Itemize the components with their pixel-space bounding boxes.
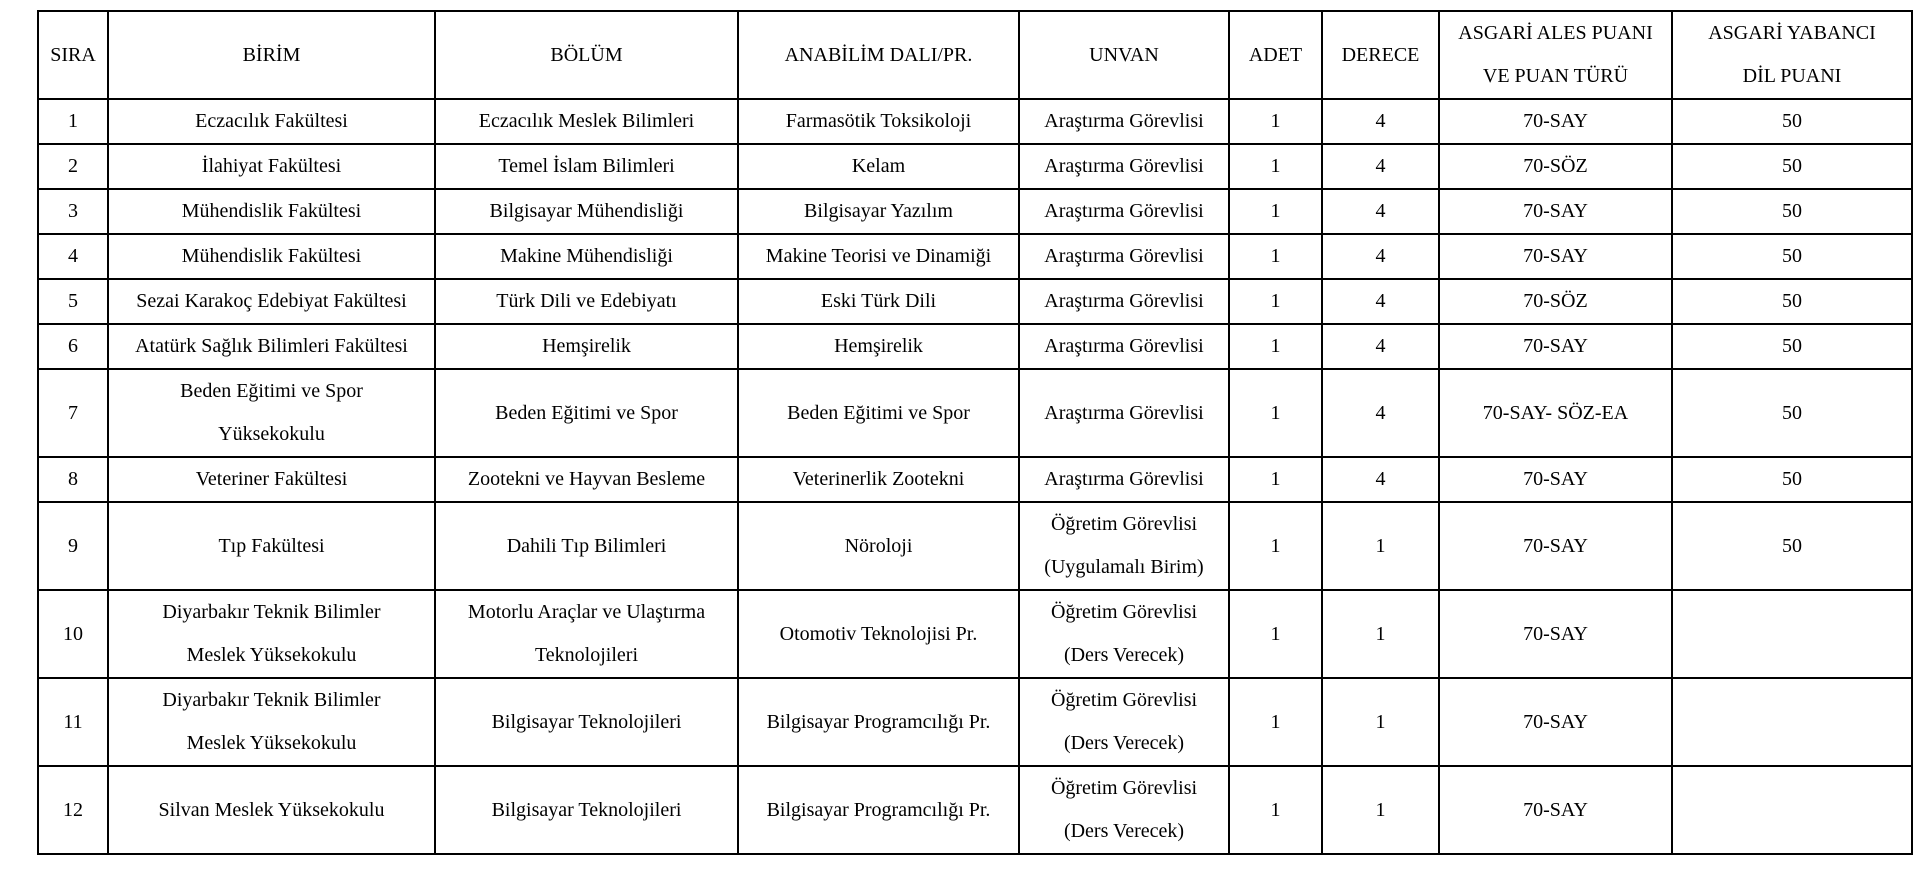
cell-unvan-line: Araştırma Görevlisi [1044,245,1204,267]
table-row [38,369,1912,457]
table-row [38,502,1912,590]
cell-ales: 70-SAY [1439,590,1672,678]
cell-bolum [435,324,738,369]
cell-ales: 70-SÖZ [1439,144,1672,189]
cell-bolum [435,144,738,189]
cell-dil: 50 [1672,144,1912,189]
cell-birim-line: Beden Eğitimi ve Spor [180,380,363,402]
cell-birim [108,369,435,457]
cell-unvan-line: Araştırma Görevlisi [1044,401,1204,424]
cell-derece: 4 [1322,457,1439,502]
cell-birim-line: Diyarbakır Teknik Bilimler [162,601,381,623]
header-row [38,11,1912,99]
cell-adet: 1 [1229,369,1322,457]
table-row [38,457,1912,502]
cell-anabilim: Otomotiv Teknolojisi Pr. [738,590,1019,678]
cell-birim [108,766,435,854]
header-dil [1672,11,1912,99]
cell-sira: 4 [38,234,108,279]
cell-birim [108,324,435,369]
cell-derece: 4 [1322,324,1439,369]
cell-sira: 1 [38,99,108,144]
cell-adet: 1 [1229,590,1322,678]
table-row [38,766,1912,854]
cell-unvan [1019,590,1229,678]
cell-birim-line: Diyarbakır Teknik Bilimler [162,689,381,711]
cell-birim [108,234,435,279]
cell-unvan-line: Öğretim Görevlisi [1050,601,1198,623]
cell-bolum-line: Makine Mühendisliği [500,245,673,267]
cell-adet: 1 [1229,457,1322,502]
table-row [38,279,1912,324]
header-dil-line2: DİL PUANI [1742,65,1842,87]
cell-birim [108,678,435,766]
header-birim: BİRİM [108,11,435,99]
cell-birim [108,502,435,590]
cell-ales: 70-SAY [1439,324,1672,369]
cell-derece: 1 [1322,766,1439,854]
cell-bolum [435,189,738,234]
table-row [38,678,1912,766]
cell-derece: 4 [1322,144,1439,189]
cell-unvan [1019,279,1229,324]
cell-dil [1672,678,1912,766]
cell-ales: 70-SAY [1439,678,1672,766]
cell-bolum-line: Dahili Tıp Bilimleri [506,534,667,557]
cell-anabilim: Kelam [738,144,1019,189]
cell-anabilim: Nöroloji [738,502,1019,590]
cell-dil: 50 [1672,502,1912,590]
cell-unvan [1019,189,1229,234]
cell-bolum [435,279,738,324]
cell-birim [108,99,435,144]
cell-derece: 1 [1322,502,1439,590]
cell-sira: 3 [38,189,108,234]
cell-ales: 70-SAY [1439,189,1672,234]
cell-anabilim: Farmasötik Toksikoloji [738,99,1019,144]
cell-unvan-line: (Ders Verecek) [1063,820,1185,842]
cell-unvan-line: (Ders Verecek) [1063,644,1185,666]
cell-derece: 4 [1322,279,1439,324]
cell-unvan-line: Öğretim Görevlisi [1050,689,1198,711]
cell-sira: 5 [38,279,108,324]
cell-anabilim: Makine Teorisi ve Dinamiği [738,234,1019,279]
cell-unvan [1019,457,1229,502]
header-ales-line1: ASGARİ ALES PUANI [1458,22,1653,44]
cell-anabilim: Bilgisayar Yazılım [738,189,1019,234]
header-bolum: BÖLÜM [435,11,738,99]
header-sira: SIRA [38,11,108,99]
cell-bolum [435,369,738,457]
header-ales [1439,11,1672,99]
cell-dil: 50 [1672,99,1912,144]
cell-birim-line: Sezai Karakoç Edebiyat Fakültesi [136,290,407,312]
cell-adet: 1 [1229,279,1322,324]
cell-unvan [1019,99,1229,144]
cell-unvan-line: Araştırma Görevlisi [1044,335,1204,357]
header-dil-line1: ASGARİ YABANCI [1708,22,1876,44]
cell-unvan-line: (Uygulamalı Birim) [1044,556,1204,578]
cell-bolum-line: Bilgisayar Mühendisliği [489,200,684,222]
cell-anabilim: Eski Türk Dili [738,279,1019,324]
cell-anabilim: Beden Eğitimi ve Spor [738,369,1019,457]
cell-unvan [1019,234,1229,279]
cell-ales: 70-SAY [1439,502,1672,590]
cell-birim-line: Tıp Fakültesi [218,534,325,557]
cell-unvan [1019,324,1229,369]
cell-bolum [435,99,738,144]
cell-unvan-line: Araştırma Görevlisi [1044,200,1204,222]
cell-derece: 1 [1322,678,1439,766]
cell-anabilim: Veterinerlik Zootekni [738,457,1019,502]
cell-dil: 50 [1672,234,1912,279]
cell-ales: 70-SAY [1439,99,1672,144]
cell-unvan [1019,678,1229,766]
cell-birim-line: Yüksekokulu [218,423,325,445]
cell-bolum [435,766,738,854]
cell-unvan-line: Araştırma Görevlisi [1044,155,1204,177]
cell-dil: 50 [1672,369,1912,457]
cell-birim [108,189,435,234]
cell-derece: 4 [1322,234,1439,279]
cell-sira: 8 [38,457,108,502]
cell-sira: 9 [38,502,108,590]
cell-adet: 1 [1229,234,1322,279]
header-adet: ADET [1229,11,1322,99]
cell-derece: 1 [1322,590,1439,678]
cell-dil: 50 [1672,279,1912,324]
table-row [38,324,1912,369]
cell-ales: 70-SÖZ [1439,279,1672,324]
cell-sira: 10 [38,590,108,678]
cell-anabilim: Bilgisayar Programcılığı Pr. [738,678,1019,766]
cell-birim [108,590,435,678]
header-ales-line2: VE PUAN TÜRÜ [1482,65,1629,87]
cell-adet: 1 [1229,502,1322,590]
cell-bolum [435,457,738,502]
cell-birim-line: İlahiyat Fakültesi [201,155,342,177]
header-anabilim: ANABİLİM DALI/PR. [738,11,1019,99]
cell-sira: 2 [38,144,108,189]
cell-adet: 1 [1229,766,1322,854]
cell-bolum-line: Zootekni ve Hayvan Besleme [467,468,706,490]
cell-bolum [435,234,738,279]
table-row [38,234,1912,279]
table-row [38,189,1912,234]
cell-dil [1672,590,1912,678]
cell-bolum-line: Bilgisayar Teknolojileri [491,798,682,821]
table-row [38,590,1912,678]
cell-birim-line: Eczacılık Fakültesi [195,110,348,132]
cell-sira: 7 [38,369,108,457]
cell-unvan-line: Öğretim Görevlisi [1050,513,1198,535]
cell-adet: 1 [1229,189,1322,234]
cell-unvan-line: Araştırma Görevlisi [1044,110,1204,132]
table-body [38,99,1912,854]
header-derece: DERECE [1322,11,1439,99]
cell-derece: 4 [1322,99,1439,144]
cell-bolum-line: Beden Eğitimi ve Spor [495,401,678,424]
cell-bolum-line: Motorlu Araçlar ve Ulaştırma [467,601,706,623]
cell-adet: 1 [1229,678,1322,766]
cell-birim-line: Mühendislik Fakültesi [181,200,362,222]
cell-birim-line: Atatürk Sağlık Bilimleri Fakültesi [135,335,408,357]
cell-adet: 1 [1229,324,1322,369]
cell-unvan [1019,144,1229,189]
cell-bolum-line: Teknolojileri [534,644,639,666]
cell-bolum-line: Bilgisayar Teknolojileri [491,710,682,733]
cell-bolum-line: Temel İslam Bilimleri [498,155,675,177]
cell-unvan-line: Araştırma Görevlisi [1044,468,1204,490]
table-row [38,144,1912,189]
cell-unvan [1019,502,1229,590]
cell-unvan-line: Öğretim Görevlisi [1050,777,1198,799]
cell-birim-line: Meslek Yüksekokulu [186,732,357,754]
cell-unvan [1019,369,1229,457]
cell-dil [1672,766,1912,854]
cell-birim [108,144,435,189]
staff-positions-table [37,10,1913,855]
cell-adet: 1 [1229,144,1322,189]
cell-derece: 4 [1322,369,1439,457]
cell-bolum-line: Eczacılık Meslek Bilimleri [478,110,695,132]
cell-anabilim: Hemşirelik [738,324,1019,369]
header-unvan: UNVAN [1019,11,1229,99]
cell-birim-line: Mühendislik Fakültesi [181,245,362,267]
cell-unvan-line: (Ders Verecek) [1063,732,1185,754]
cell-ales: 70-SAY [1439,234,1672,279]
cell-sira: 6 [38,324,108,369]
cell-unvan-line: Araştırma Görevlisi [1044,290,1204,312]
cell-unvan [1019,766,1229,854]
cell-birim-line: Meslek Yüksekokulu [186,644,357,666]
cell-sira: 11 [38,678,108,766]
cell-ales: 70-SAY- SÖZ-EA [1439,369,1672,457]
cell-bolum [435,678,738,766]
cell-sira: 12 [38,766,108,854]
cell-dil: 50 [1672,324,1912,369]
cell-birim-line: Veteriner Fakültesi [195,468,348,490]
cell-birim-line: Silvan Meslek Yüksekokulu [158,798,385,821]
cell-bolum-line: Türk Dili ve Edebiyatı [496,290,677,312]
cell-ales: 70-SAY [1439,457,1672,502]
cell-birim [108,457,435,502]
cell-dil: 50 [1672,457,1912,502]
cell-bolum [435,590,738,678]
cell-derece: 4 [1322,189,1439,234]
cell-birim [108,279,435,324]
cell-ales: 70-SAY [1439,766,1672,854]
cell-adet: 1 [1229,99,1322,144]
cell-dil: 50 [1672,189,1912,234]
cell-bolum [435,502,738,590]
table-row [38,99,1912,144]
cell-bolum-line: Hemşirelik [542,335,631,357]
cell-anabilim: Bilgisayar Programcılığı Pr. [738,766,1019,854]
